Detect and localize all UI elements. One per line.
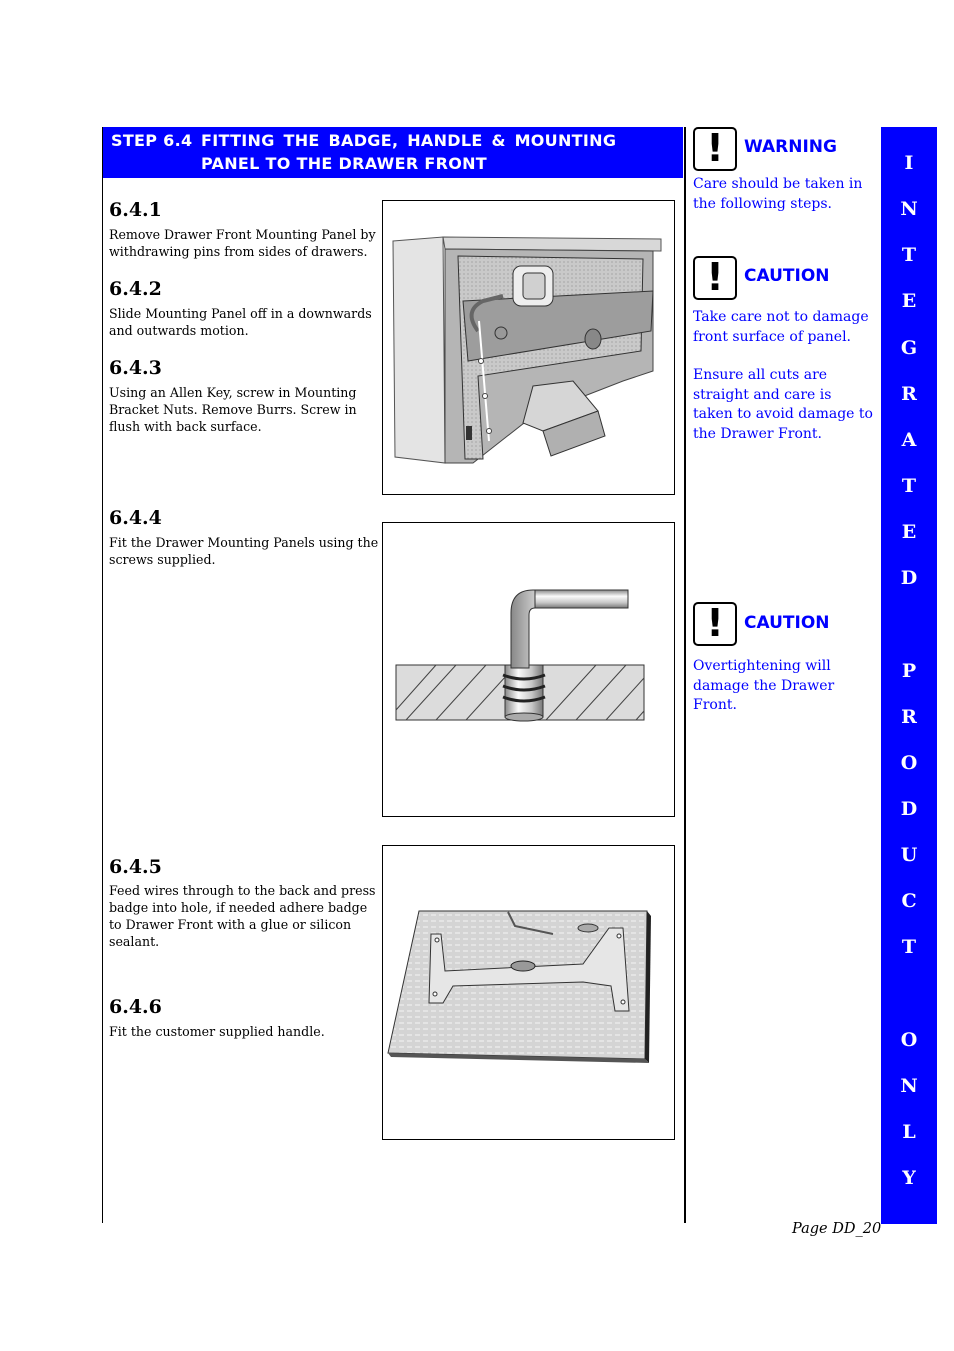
section-text: Feed wires through to the back and press badge into hole, if needed adhere badge to Drawer Front with a glue or silicon sealant. [109,883,376,949]
exclamation-icon: ! [693,256,737,300]
section-text: Using an Allen Key, screw in Mounting Bracket Nuts. Remove Burrs. Screw in flush with back surface. [109,385,357,434]
sidebar-letter: C [901,890,917,912]
sidebar-letter: D [900,798,918,820]
caution-text: Ensure all cuts are straight and care is taken to avoid damage to the Drawer Front. [693,367,873,442]
caution-title: CAUTION [744,613,830,633]
sidebar-letter: T [901,244,917,266]
step-title-line-1: FITTING THE BADGE, HANDLE & MOUNTING [201,131,617,150]
step-number: STEP 6.4 [111,131,193,150]
section-number: 6.4.3 [109,357,162,379]
left-margin-rule [102,127,103,1223]
section-text: Remove Drawer Front Mounting Panel by withdrawing pins from sides of drawers. [109,227,376,259]
sidebar-letter: G [900,337,918,359]
sidebar-letter: I [904,152,914,174]
step-title-line-2: PANEL TO THE DRAWER FRONT [201,154,488,173]
exclamation-icon: ! [693,602,737,646]
sidebar-letter: P [901,660,917,682]
section-text: Fit the Drawer Mounting Panels using the screws supplied. [109,535,379,567]
sidebar-letter: N [900,198,918,220]
section-number: 6.4.6 [109,996,162,1018]
section-number: 6.4.5 [109,856,162,878]
column-divider-rule [684,127,686,1223]
figure-drawer-front-panel [382,845,675,1140]
warning-title: WARNING [744,137,837,157]
sidebar-letter: O [900,1029,918,1051]
figure-drawer-mounting-panel [382,200,675,495]
section-number: 6.4.4 [109,507,162,529]
sidebar-letter: T [901,475,917,497]
caution-text: Overtightening will damage the Drawer Front. [693,658,835,713]
section-number: 6.4.2 [109,278,162,300]
caution-text: Take care not to damage front surface of panel. [693,309,869,345]
integrated-product-only-sidebar [881,127,937,1224]
sidebar-letter: T [901,936,917,958]
warning-text: Care should be taken in the following steps. [693,176,863,212]
exclamation-icon: ! [693,127,737,171]
section-number: 6.4.1 [109,199,162,221]
sidebar-letter: A [901,429,917,451]
sidebar-letter: N [900,1075,918,1097]
sidebar-letter: R [901,383,917,405]
sidebar-letter: L [902,1121,916,1143]
step-header [103,127,683,178]
sidebar-letter: O [900,752,918,774]
sidebar-letter: R [901,706,917,728]
sidebar-letter: D [900,567,918,589]
sidebar-letter: Y [902,1167,916,1189]
figure-allen-key-nut [382,522,675,817]
sidebar-letter: E [901,290,917,312]
caution-title: CAUTION [744,266,830,286]
sidebar-letter: E [901,521,917,543]
section-text: Slide Mounting Panel off in a downwards and outwards motion. [109,306,372,338]
page-number: Page DD_20 [792,1221,882,1237]
sidebar-letter: U [900,844,918,866]
section-text: Fit the customer supplied handle. [109,1024,325,1039]
